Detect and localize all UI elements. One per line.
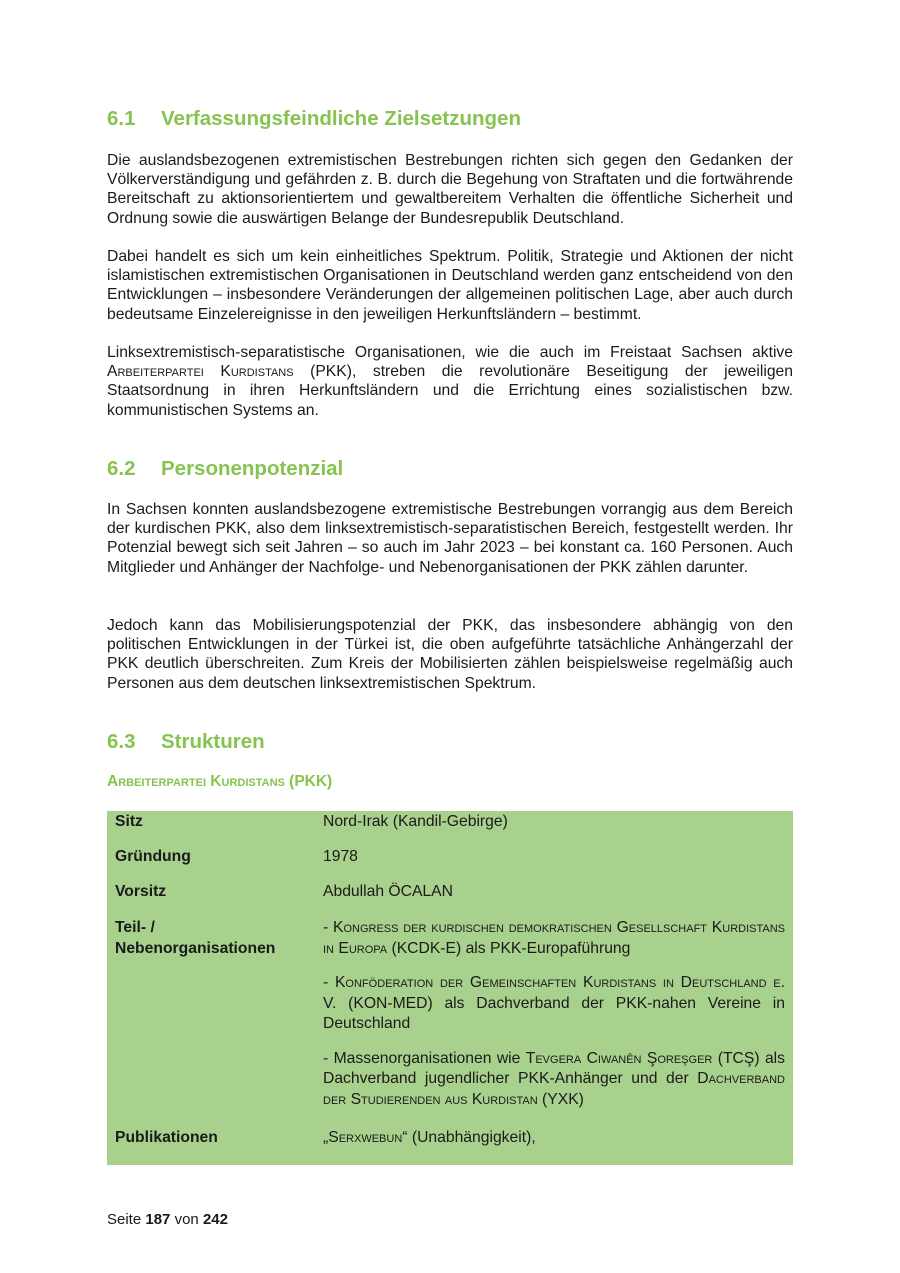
item-text: (TCŞ) als Dachverband jugendlicher PKK-Anhänger und der bbox=[323, 1049, 786, 1087]
paragraph bbox=[107, 343, 793, 420]
item-dash: - bbox=[323, 919, 333, 936]
organization-name: Kongress der kurdischen demokratischen Gesellschaft Kurdistans in Europa bbox=[323, 919, 785, 957]
paragraph: Die auslandsbezogenen extremistischen Bestrebungen richten sich gegen den Gedanken der Völkerverständigung und gefährden z. B. durch die Begehung von Straftaten und die fortwährende Bereitschaft zu aktionsorientiertem und gewaltbereitem Verhalten die öffentliche Sicherheit und Ordnung sowie die auswärtigen Belange der Bundesrepublik Deutschland. bbox=[107, 152, 793, 227]
publication-text: “ (Unabhängigkeit), bbox=[402, 1129, 536, 1146]
infobox-value: 1978 bbox=[323, 848, 358, 865]
organization-name: Arbeiterpartei Kurdistans bbox=[107, 363, 294, 381]
infobox-value: Nord-Irak (Kandil-Gebirge) bbox=[323, 813, 508, 830]
item-text: (YXK) bbox=[537, 1090, 584, 1108]
item-dash: - bbox=[323, 974, 335, 991]
paragraph-text: (PKK), streben die revolutionäre Beseitigung der jeweiligen Staatsordnung in ihren Herkunftsländern und die Errichtung eines sozialistischen bzw. kommunistischen Systems an. bbox=[107, 363, 793, 419]
suborganization-item bbox=[323, 973, 785, 1035]
section-heading-6-1 bbox=[107, 107, 521, 131]
paragraph: Dabei handelt es sich um kein einheitliches Spektrum. Politik, Strategie und Aktionen der nicht islamistischen extremistischen Organisationen in Deutschland werden ganz entscheidend von den Entwicklungen – insbesondere Veränderungen der allgemeinen politischen Lage, aber auch durch bedeutsame Einzelereignisse in den jeweiligen Herkunftsländern – bestimmt. bbox=[107, 248, 793, 323]
quote-open: „ bbox=[323, 1129, 329, 1146]
infobox-label: Gründung bbox=[115, 848, 191, 865]
paragraph: In Sachsen konnten auslandsbezogene extremistische Bestrebungen vorrangig aus dem Bereich der kurdischen PKK, also dem linksextremistisch-separatistischen Bereich, festgestellt werden. Ihr Potenzial bewegt sich seit Jahren – so auch im Jahr 2023 – bei konstant ca. 160 Personen. Auch Mitglieder und Anhänger der Nachfolge- und Nebenorganisationen der PKK zählen darunter. bbox=[107, 501, 793, 576]
label-line: Teil- / bbox=[115, 919, 155, 936]
section-number: 6.2 bbox=[107, 457, 136, 480]
page-footer bbox=[107, 1211, 228, 1228]
section-title: Verfassungsfeindliche Zielsetzungen bbox=[161, 107, 521, 130]
footer-prefix: Seite bbox=[107, 1211, 142, 1228]
organization-name: Konföderation der Gemeinschaften Kurdistans in Deutschland e. bbox=[334, 974, 785, 991]
section-heading-6-3 bbox=[107, 730, 265, 754]
section-title: Strukturen bbox=[161, 730, 265, 753]
section-number: 6.1 bbox=[107, 107, 136, 130]
paragraph: Jedoch kann das Mobilisierungspotenzial der PKK, das insbesondere abhängig von den politischen Entwicklungen in der Türkei ist, die oben aufgeführte tatsächliche Anhängerzahl der PKK deutlich überschreiten. Zum Kreis der Mobilisierten zählen beispielsweise regelmäßig auch Personen aus dem deutschen linksextremistischen Spektrum. bbox=[107, 617, 793, 692]
section-title: Personenpotenzial bbox=[161, 457, 344, 480]
infobox-label: Vorsitz bbox=[115, 883, 167, 900]
suborganization-item bbox=[323, 1049, 785, 1111]
item-text: - Massenorganisationen wie bbox=[323, 1049, 526, 1067]
infobox-value bbox=[323, 918, 785, 1110]
infobox-value bbox=[323, 1128, 785, 1149]
infobox-label: Publikationen bbox=[115, 1129, 218, 1146]
organization-name: Tevgera Ciwanên Şoreşger bbox=[525, 1049, 713, 1067]
publication-name: Serxwebun bbox=[328, 1129, 403, 1146]
infobox-value: Abdullah ÖCALAN bbox=[323, 883, 453, 900]
page-total: 242 bbox=[202, 1211, 228, 1228]
paragraph-text: Linksextremistisch-separatistische Organisationen, wie die auch im Freistaat Sachsen aktive bbox=[107, 344, 793, 361]
page-number: 187 bbox=[145, 1211, 171, 1228]
item-text: (KCDK-E) als PKK-Europaführung bbox=[387, 939, 631, 957]
infobox-label bbox=[115, 918, 315, 959]
label-line: Nebenorganisationen bbox=[115, 939, 276, 957]
footer-middle: von bbox=[174, 1211, 199, 1228]
infobox-label: Sitz bbox=[115, 813, 143, 830]
organization-heading: Arbeiterpartei Kurdistans (PKK) bbox=[107, 773, 333, 790]
suborganization-item bbox=[323, 918, 785, 959]
item-text: V. (KON-MED) als Dachverband der PKK-nahen Vereine in Deutschland bbox=[323, 994, 785, 1032]
section-number: 6.3 bbox=[107, 730, 136, 753]
organization-name: Dachverband der Studierenden aus Kurdistan bbox=[323, 1070, 785, 1108]
section-heading-6-2 bbox=[107, 457, 343, 481]
organization-infobox bbox=[107, 811, 793, 1165]
